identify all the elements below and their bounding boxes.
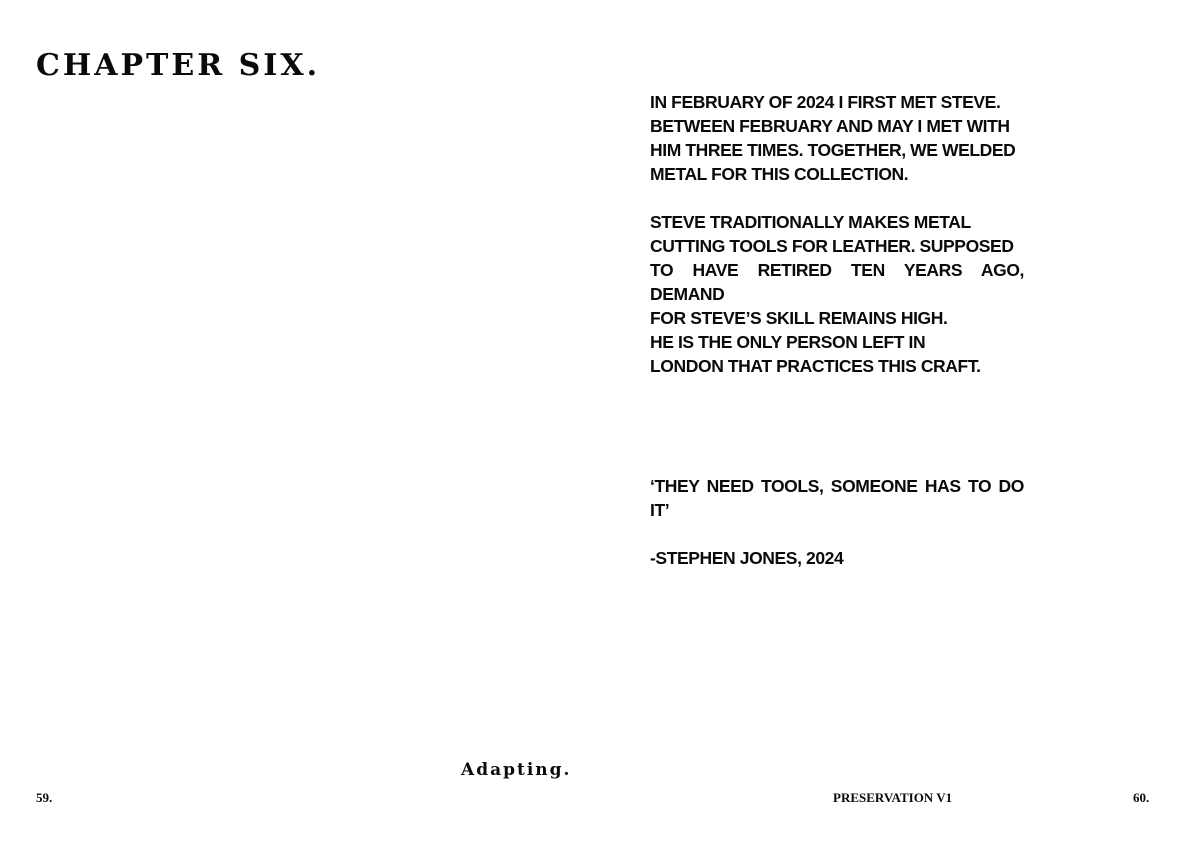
paragraph-line: FOR STEVE’S SKILL REMAINS HIGH. [650, 308, 948, 328]
paragraph-line: LONDON THAT PRACTICES THIS CRAFT. [650, 356, 981, 376]
paragraph-line: IN FEBRUARY OF 2024 I FIRST MET STEVE. [650, 92, 1001, 112]
running-head: PRESERVATION V1 [833, 790, 953, 805]
paragraph-line: STEVE TRADITIONALLY MAKES METAL [650, 212, 971, 232]
paragraph-line: HE IS THE ONLY PERSON LEFT IN [650, 332, 926, 352]
body-paragraph [650, 210, 1024, 330]
quote-attribution: -STEPHEN JONES, 2024 [650, 548, 844, 568]
body-paragraph [650, 330, 1024, 378]
pull-quote: ‘THEY NEED TOOLS, SOMEONE HAS TO DO IT’ [650, 476, 1024, 520]
paragraph-line: METAL FOR THIS COLLECTION. [650, 164, 909, 184]
chapter-title: CHAPTER SIX. [36, 48, 321, 83]
right-page-number: 60. [1133, 790, 1150, 805]
left-page-number: 59. [36, 790, 53, 805]
paragraph-line: BETWEEN FEBRUARY AND MAY I MET WITH [650, 116, 1010, 136]
paragraph-line: HIM THREE TIMES. TOGETHER, WE WELDED [650, 140, 1016, 160]
section-name: Adapting. [461, 760, 572, 780]
paragraph-line: TO HAVE RETIRED TEN YEARS AGO, DEMAND [650, 260, 1024, 304]
body-paragraph [650, 90, 1024, 186]
paragraph-line: CUTTING TOOLS FOR LEATHER. SUPPOSED [650, 236, 1014, 256]
